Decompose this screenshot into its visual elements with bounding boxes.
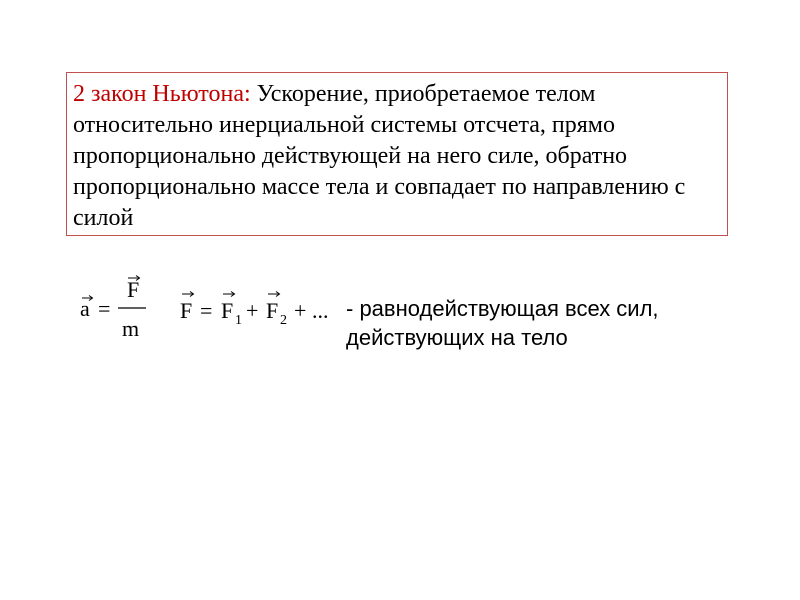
formula2-term2: F bbox=[266, 298, 279, 323]
formula2-plus1: + bbox=[246, 298, 259, 323]
formula-equals: = bbox=[98, 296, 111, 321]
formula-denominator: m bbox=[122, 316, 140, 341]
acceleration-formula-svg bbox=[70, 270, 160, 350]
law-box bbox=[66, 72, 728, 236]
formula2-ellipsis: ... bbox=[312, 298, 329, 323]
formula2-sub1: 1 bbox=[235, 313, 242, 328]
formula2-equals: = bbox=[200, 298, 213, 323]
resultant-force-formula bbox=[176, 282, 346, 338]
formula2-lhs: F bbox=[180, 298, 193, 323]
formula2-sub2: 2 bbox=[280, 313, 287, 328]
resultant-force-description: - равнодействующая всех сил, действующих на тело bbox=[346, 296, 659, 350]
acceleration-formula bbox=[70, 270, 160, 356]
formula-numerator: F bbox=[127, 277, 140, 302]
formula2-plus2: + bbox=[294, 298, 307, 323]
resultant-force-formula-svg bbox=[176, 282, 346, 332]
law-label: 2 закон Ньютона: bbox=[73, 81, 251, 107]
formula2-term1: F bbox=[221, 298, 234, 323]
law-statement bbox=[73, 79, 721, 234]
law-text: Ускорение, приобретаемое телом относительно инерциальной системы отсчета, прямо пропорционально действующей на него силе, обратно пропорционально массе тела и совпадает по направлению с силой bbox=[73, 81, 686, 231]
formula-lhs-a: a bbox=[80, 296, 90, 321]
